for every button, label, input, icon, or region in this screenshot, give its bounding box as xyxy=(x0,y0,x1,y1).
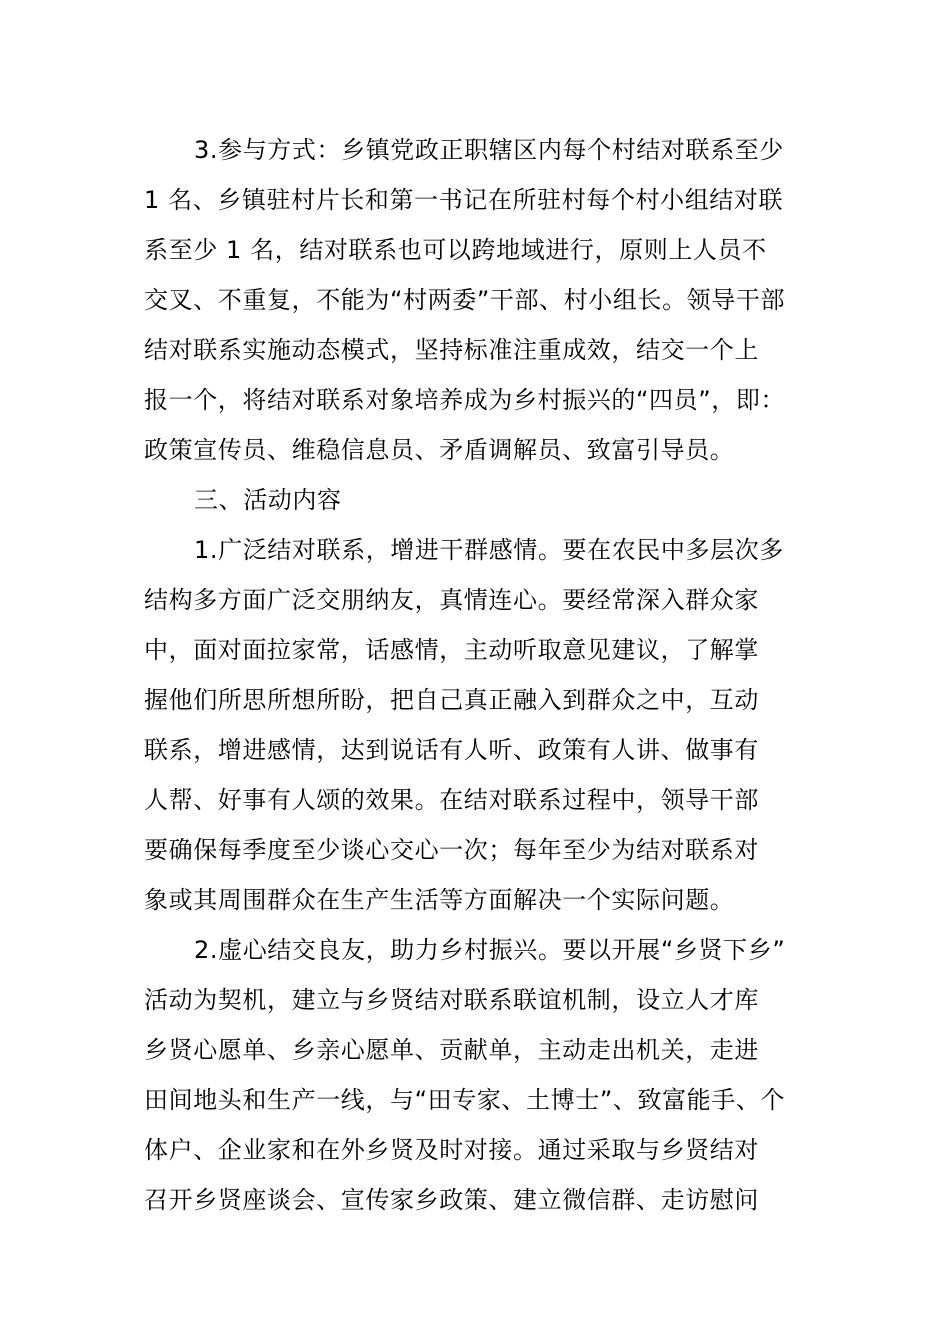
paragraph-3-line-2: 1 名、乡镇驻村片长和第一书记在所驻村每个村小组结对联 xyxy=(144,186,784,214)
item-1-line-4: 握他们所思所想所盼，把自己真正融入到群众之中，互动 xyxy=(144,686,759,714)
item-1-line-7: 要确保每季度至少谈心交心一次；每年至少为结对联系对 xyxy=(144,836,759,864)
item-1-line-3: 中，面对面拉家常，话感情，主动听取意见建议，了解掌 xyxy=(144,636,759,664)
item-2-line-2: 活动为契机，建立与乡贤结对联系联谊机制，设立人才库 xyxy=(144,986,759,1014)
item-2-line-6: 召开乡贤座谈会、宣传家乡政策、建立微信群、走访慰问 xyxy=(144,1186,759,1214)
item-1-line-6: 人帮、好事有人颂的效果。在结对联系过程中，领导干部 xyxy=(144,786,759,814)
section-heading: 三、活动内容 xyxy=(194,486,342,514)
item-1-line-5: 联系，增进感情，达到说话有人听、政策有人讲、做事有 xyxy=(144,736,759,764)
item-2-line-3: 乡贤心愿单、乡亲心愿单、贡献单，主动走出机关，走进 xyxy=(144,1036,759,1064)
paragraph-3-line-6: 报一个，将结对联系对象培养成为乡村振兴的“四员”，即： xyxy=(144,386,786,414)
item-2-line-5: 体户、企业家和在外乡贤及时对接。通过采取与乡贤结对 xyxy=(144,1136,759,1164)
paragraph-3-line-5: 结对联系实施动态模式，坚持标准注重成效，结交一个上 xyxy=(144,336,759,364)
item-2-line-1: 2.虚心结交良友，助力乡村振兴。要以开展“乡贤下乡” xyxy=(194,936,786,964)
item-1-line-1: 1.广泛结对联系，增进干群感情。要在农民中多层次多 xyxy=(194,536,784,564)
paragraph-3-line-3: 系至少 1 名，结对联系也可以跨地域进行，原则上人员不 xyxy=(144,236,767,264)
paragraph-3-line-1: 3.参与方式：乡镇党政正职辖区内每个村结对联系至少 xyxy=(194,136,784,164)
item-2-line-4: 田间地头和生产一线，与“田专家、土博士”、致富能手、个 xyxy=(144,1086,786,1114)
paragraph-3-line-4: 交叉、不重复，不能为“村两委”干部、村小组长。领导干部 xyxy=(144,286,786,314)
item-1-line-8: 象或其周围群众在生产生活等方面解决一个实际问题。 xyxy=(144,886,735,914)
paragraph-3-line-7: 政策宣传员、维稳信息员、矛盾调解员、致富引导员。 xyxy=(144,436,735,464)
item-1-line-2: 结构多方面广泛交朋纳友，真情连心。要经常深入群众家 xyxy=(144,586,759,614)
